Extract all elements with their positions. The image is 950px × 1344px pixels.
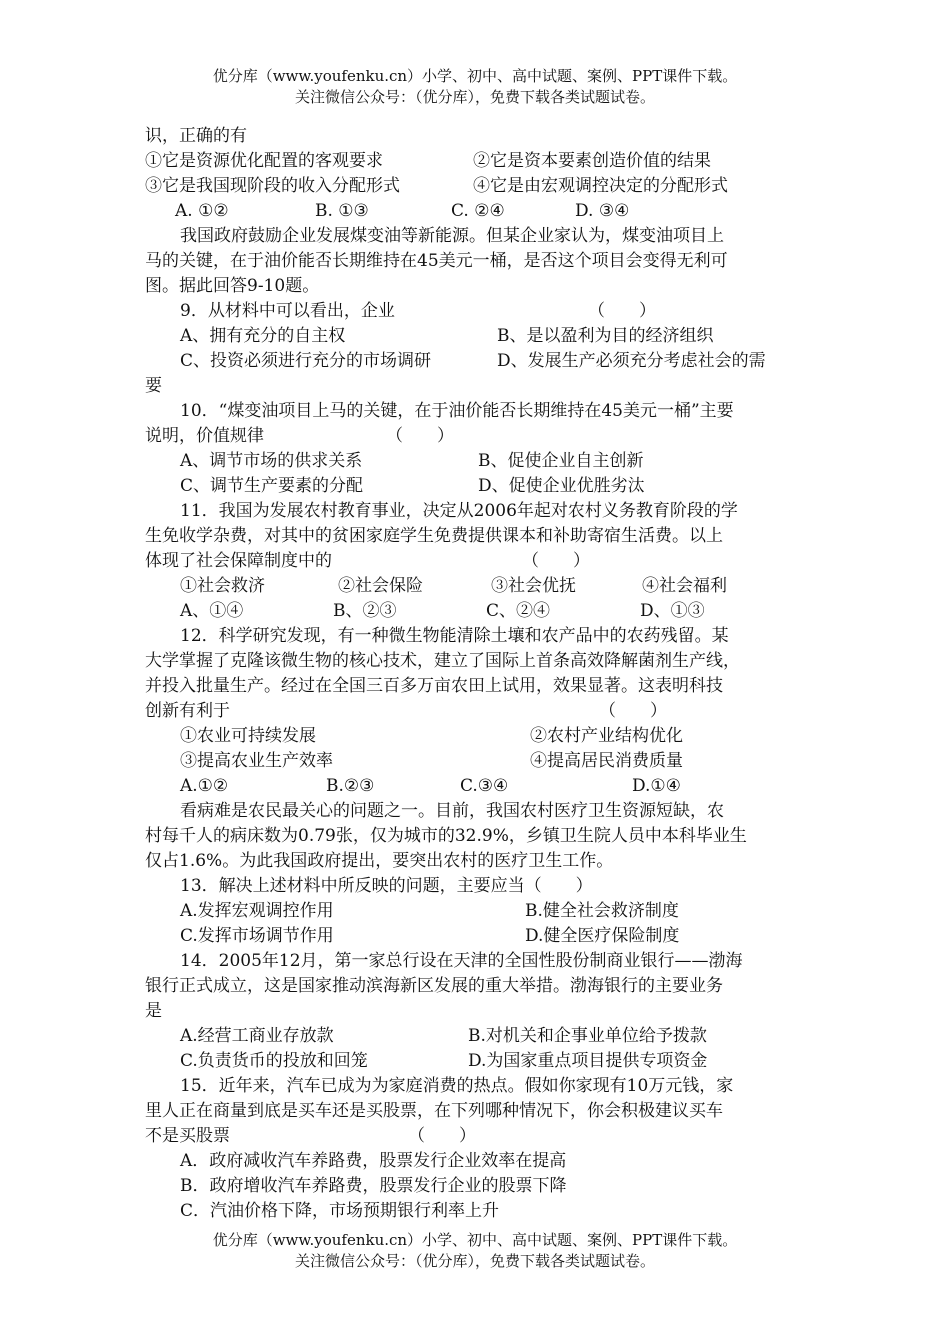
q12-choice-d: D.①④ <box>632 776 681 796</box>
header-line-2: 关注微信公众号：（优分库），免费下载各类试题试卷。 <box>294 88 655 106</box>
q14-choice-b: B.对机关和企事业单位给予拨款 <box>468 1026 707 1046</box>
q14-choice-c: C.负责货币的投放和回笼 <box>180 1051 368 1071</box>
q14-choice-a: A.经营工商业存放款 <box>180 1026 334 1046</box>
q11-option-4: ④社会福利 <box>642 576 727 596</box>
material1-line-1: 我国政府鼓励企业发展煤变油等新能源。但某企业家认为，煤变油项目上 <box>180 226 724 246</box>
q13-choice-d: D.健全医疗保险制度 <box>525 926 680 946</box>
q15-choice-a: A．政府减收汽车养路费，股票发行企业效率在提高 <box>180 1151 567 1171</box>
q11-stem-line-2: 生免收学杂费，对其中的贫困家庭学生免费提供课本和补助寄宿生活费。以上 <box>145 526 723 546</box>
q11-stem-line-1: 11．我国为发展农村教育事业，决定从2006年起对农村义务教育阶段的学 <box>180 501 738 521</box>
q10-stem-line-2: 说明，价值规律 <box>145 426 264 446</box>
q14-stem-line-3: 是 <box>145 1001 162 1021</box>
q12-option-3: ③提高农业生产效率 <box>180 751 333 771</box>
q14-stem-line-2: 银行正式成立，这是国家推动滨海新区发展的重大举措。渤海银行的主要业务 <box>145 976 723 996</box>
q10-choice-b: B、促使企业自主创新 <box>478 451 644 471</box>
material1-line-2: 马的关键，在于油价能否长期维持在45美元一桶，是否这个项目会变得无利可 <box>145 251 728 271</box>
q13-stem: 13．解决上述材料中所反映的问题，主要应当（ ） <box>180 876 593 896</box>
q13-choice-c: C.发挥市场调节作用 <box>180 926 334 946</box>
material2-line-2: 村每千人的病床数为0.79张，仅为城市的32.9%，乡镇卫生院人员中本科毕业生 <box>145 826 747 846</box>
q9-choice-b: B、是以盈利为目的经济组织 <box>497 326 714 346</box>
footer-line-1: 优分库（www.youfenku.cn）小学、初中、高中试题、案例、PPT课件下载。 <box>212 1231 738 1249</box>
header-line-1: 优分库（www.youfenku.cn）小学、初中、高中试题、案例、PPT课件下载。 <box>212 67 738 85</box>
q12-option-1: ①农业可持续发展 <box>180 726 316 746</box>
q11-option-3: ③社会优抚 <box>491 576 576 596</box>
material2-line-3: 仅占1.6%。为此我国政府提出，要突出农村的医疗卫生工作。 <box>145 851 614 871</box>
q8-choice-c: C. ②④ <box>451 201 505 221</box>
q8-option-4: ④它是由宏观调控决定的分配形式 <box>473 176 728 196</box>
q8-choice-d: D. ③④ <box>575 201 630 221</box>
q8-option-2: ②它是资本要素创造价值的结果 <box>473 151 711 171</box>
q10-stem-line-1: 10．“煤变油项目上马的关键，在于油价能否长期维持在45美元一桶”主要 <box>180 401 734 421</box>
q12-stem-line-3: 并投入批量生产。经过在全国三百多万亩农田上试用，效果显著。这表明科技 <box>145 676 723 696</box>
q12-stem-line-4: 创新有利于 <box>145 701 230 721</box>
q10-choice-d: D、促使企业优胜劣汰 <box>478 476 645 496</box>
q11-answer-paren: （ ） <box>522 551 590 571</box>
q11-choice-b: B、②③ <box>333 601 397 621</box>
q9-stem: 9．从材料中可以看出，企业 <box>180 301 395 321</box>
q11-option-1: ①社会救济 <box>180 576 265 596</box>
q8-stem-continuation: 识，正确的有 <box>145 126 247 146</box>
q14-stem-line-1: 14．2005年12月，第一家总行设在天津的全国性股份制商业银行——渤海 <box>180 951 743 971</box>
q12-stem-line-2: 大学掌握了克隆该微生物的核心技术，建立了国际上首条高效降解菌剂生产线， <box>145 651 740 671</box>
q8-option-1: ①它是资源优化配置的客观要求 <box>145 151 383 171</box>
q12-option-2: ②农村产业结构优化 <box>530 726 683 746</box>
q13-choice-b: B.健全社会救济制度 <box>525 901 679 921</box>
q8-choice-a: A. ①② <box>175 201 229 221</box>
q15-choice-b: B．政府增收汽车养路费，股票发行企业的股票下降 <box>180 1176 567 1196</box>
q8-option-3: ③它是我国现阶段的收入分配形式 <box>145 176 400 196</box>
q12-choice-b: B.②③ <box>326 776 375 796</box>
q14-choice-d: D.为国家重点项目提供专项资金 <box>468 1051 708 1071</box>
q15-choice-c: C．汽油价格下降，市场预期银行利率上升 <box>180 1201 500 1221</box>
q12-choice-c: C.③④ <box>460 776 509 796</box>
q9-choice-a: A、拥有充分的自主权 <box>180 326 346 346</box>
q13-choice-a: A.发挥宏观调控作用 <box>180 901 334 921</box>
material2-line-1: 看病难是农民最关心的问题之一。目前，我国农村医疗卫生资源短缺，农 <box>180 801 724 821</box>
q9-answer-paren: （ ） <box>588 301 656 321</box>
material1-line-3: 图。据此回答9-10题。 <box>145 276 320 296</box>
q10-answer-paren: （ ） <box>386 426 454 446</box>
q15-stem-line-2: 里人正在商量到底是买车还是买股票，在下列哪种情况下，你会积极建议买车 <box>145 1101 723 1121</box>
q11-option-2: ②社会保险 <box>338 576 423 596</box>
q11-choice-c: C、②④ <box>486 601 551 621</box>
q12-option-4: ④提高居民消费质量 <box>530 751 683 771</box>
q9-choice-d: D、发展生产必须充分考虑社会的需 <box>497 351 766 371</box>
q11-choice-a: A、①④ <box>180 601 244 621</box>
q11-choice-d: D、①③ <box>640 601 705 621</box>
q15-stem-line-1: 15．近年来，汽车已成为为家庭消费的热点。假如你家现有10万元钱，家 <box>180 1076 734 1096</box>
q12-answer-paren: （ ） <box>599 701 667 721</box>
q11-stem-line-3: 体现了社会保障制度中的 <box>145 551 332 571</box>
footer-line-2: 关注微信公众号：（优分库），免费下载各类试题试卷。 <box>294 1252 655 1270</box>
q8-choice-b: B. ①③ <box>315 201 369 221</box>
q15-answer-paren: （ ） <box>408 1126 476 1146</box>
q12-choice-a: A.①② <box>180 776 229 796</box>
q15-stem-line-3: 不是买股票 <box>145 1126 230 1146</box>
q9-choice-d-continuation: 要 <box>145 376 162 396</box>
q12-stem-line-1: 12．科学研究发现，有一种微生物能清除土壤和农产品中的农药残留。某 <box>180 626 729 646</box>
q10-choice-a: A、调节市场的供求关系 <box>180 451 363 471</box>
q9-choice-c: C、投资必须进行充分的市场调研 <box>180 351 432 371</box>
q10-choice-c: C、调节生产要素的分配 <box>180 476 364 496</box>
